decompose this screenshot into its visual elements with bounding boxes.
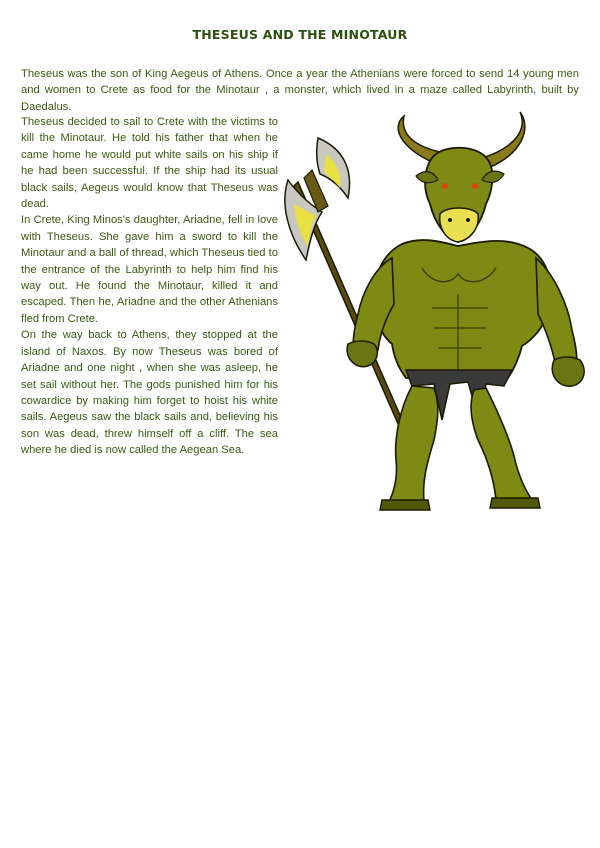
minotaur-body xyxy=(374,240,551,378)
paragraph-intro: Theseus was the son of King Aegeus of Athens. Once a year the Athenians were forced to send 14 young men and women to Crete as food for the Minotaur , a monster, which lived in a maze called Labyrinth, built by Daedalus. xyxy=(21,68,579,113)
story-column xyxy=(21,114,278,459)
minotaur-illustration xyxy=(282,108,596,518)
paragraph-2: Theseus decided to sail to Crete with the victims to kill the Minotaur. He told his father that when he came home he would put white sails on his ship if he had been successful. If the ship had its usual black sails, Aegeus would know that Theseus was dead. xyxy=(21,116,278,211)
paragraph-3: In Crete, King Minos's daughter, Ariadne, fell in love with Theseus. She gave him a sword to kill the Minotaur and a ball of thread, which Theseus tied to the entrance of the Labyrinth to help him find his way out. He found the Minotaur, killed it and escaped. Then he, Ariadne and the other Athenians fled from Crete. xyxy=(21,214,278,325)
minotaur-right-arm xyxy=(536,258,584,386)
paragraph-4: On the way back to Athens, they stopped at the island of Naxos. By now Theseus was bored of Ariadne and one night , when she was asleep, he set sail without her. The gods punished him for his cowardice by making him forget to hoist his white sails. Aegeus saw the black sails and, believing his son was dead, threw himself off a cliff. The sea where he died is now called the Aegean Sea. xyxy=(21,329,278,457)
page-title: THESEUS AND THE MINOTAUR xyxy=(192,27,408,42)
minotaur-legs xyxy=(380,386,540,510)
